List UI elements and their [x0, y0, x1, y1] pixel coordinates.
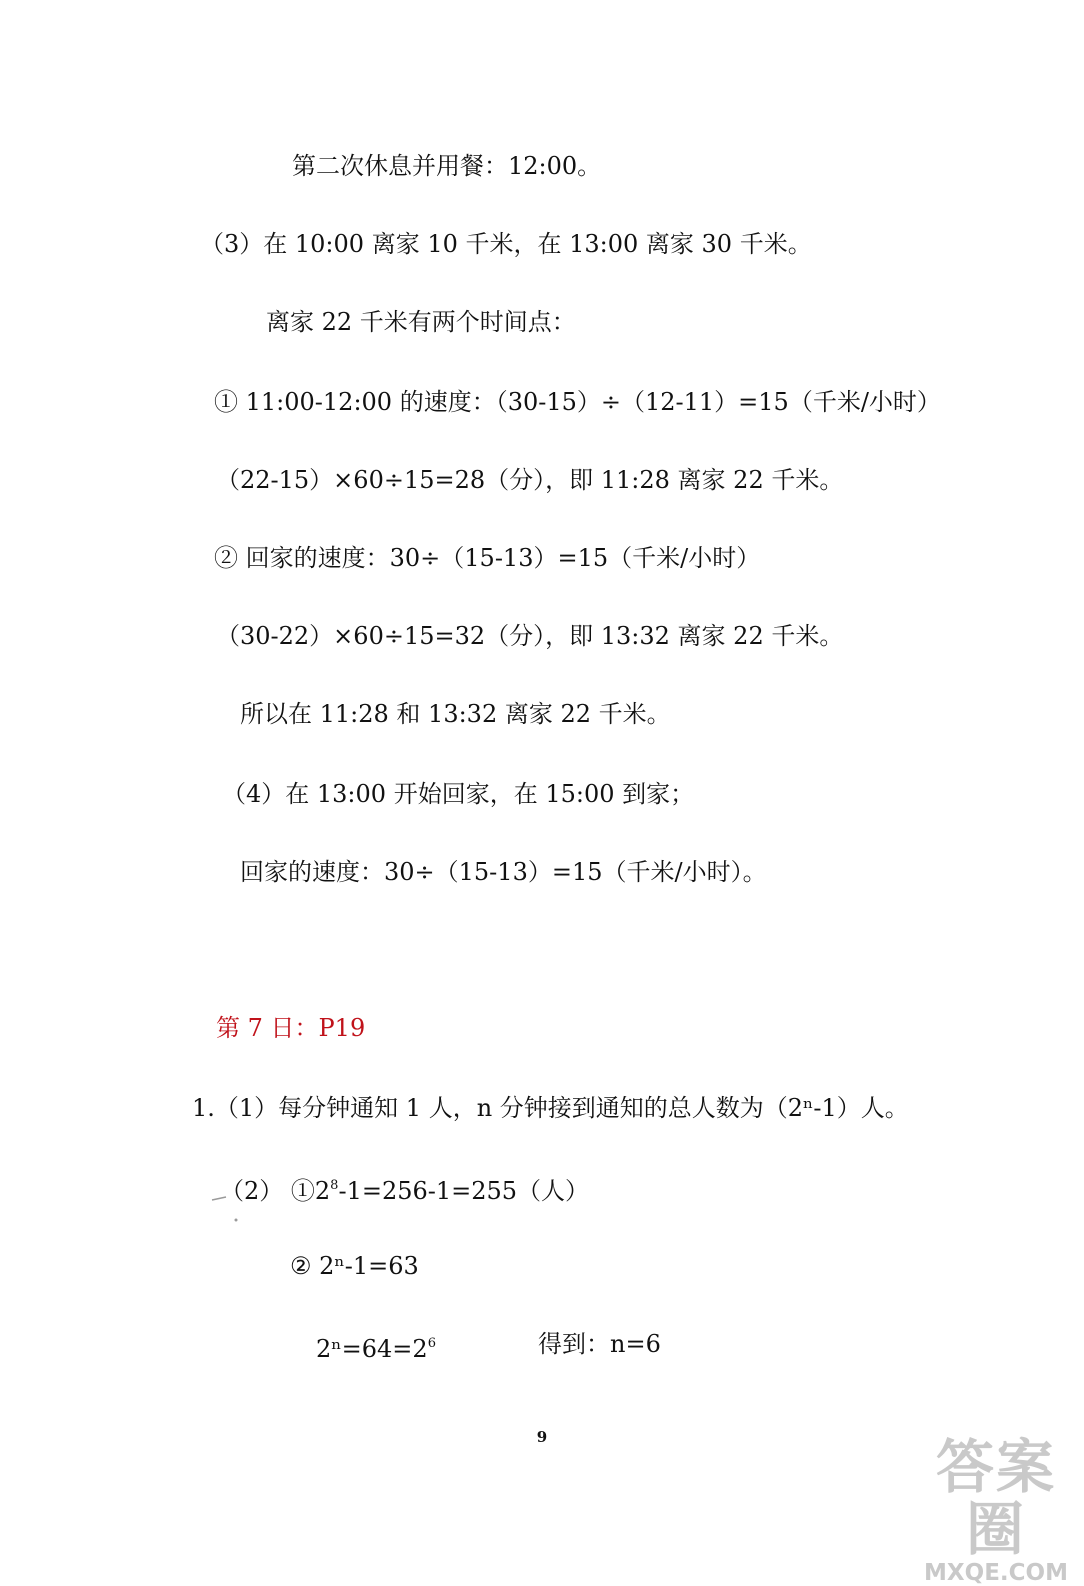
formula-prefix: （2） ①2: [220, 1177, 331, 1205]
text-line-calc-2: （30-22）×60÷15=32（分），即 13:32 离家 22 千米。: [216, 622, 844, 650]
formula-exponent: 8: [330, 1178, 339, 1193]
text-line-part4: （4）在 13:00 开始回家，在 15:00 到家；: [222, 780, 695, 808]
text-line-power-form: [316, 1328, 436, 1365]
text-line-speed-2: ② 回家的速度：30÷（15-13）=15（千米/小时）: [214, 544, 761, 572]
text-line-calc-1: （22-15）×60÷15=28（分），即 11:28 离家 22 千米。: [216, 466, 844, 494]
scan-mark-icon: [208, 1194, 248, 1224]
text-line-conclusion: 所以在 11:28 和 13:32 离家 22 千米。: [240, 700, 671, 728]
watermark-logo-icon: [912, 1433, 1080, 1586]
text-line-q1-part1: 1.（1）每分钟通知 1 人，n 分钟接到通知的总人数为（2ⁿ-1）人。: [192, 1094, 909, 1122]
text-line-result: 得到：n=6: [538, 1330, 661, 1358]
watermark-url: MXQE.COM: [924, 1560, 1068, 1586]
text-line-two-times: 离家 22 千米有两个时间点：: [266, 308, 576, 336]
text-line-q1-part2: [220, 1170, 589, 1207]
power-exponent: 6: [427, 1336, 436, 1351]
text-line-rest-meal: 第二次休息并用餐：12:00。: [292, 152, 602, 180]
text-line-part3: （3）在 10:00 离家 10 千米，在 13:00 离家 30 千米。: [200, 230, 812, 258]
watermark-chinese: 答案圈: [935, 1433, 1056, 1563]
section-heading-day7: 第 7 日：P19: [216, 1014, 366, 1042]
power-prefix: 2ⁿ=64=2: [316, 1335, 428, 1363]
formula-suffix: -1=256-1=255（人）: [338, 1177, 590, 1205]
text-line-home-speed: 回家的速度：30÷（15-13）=15（千米/小时）。: [240, 858, 767, 886]
text-line-speed-1: ① 11:00-12:00 的速度：（30-15）÷（12-11）=15（千米/小时）: [214, 388, 941, 416]
page-number: 9: [536, 1428, 548, 1446]
text-line-equation: ② 2ⁿ-1=63: [290, 1252, 419, 1280]
